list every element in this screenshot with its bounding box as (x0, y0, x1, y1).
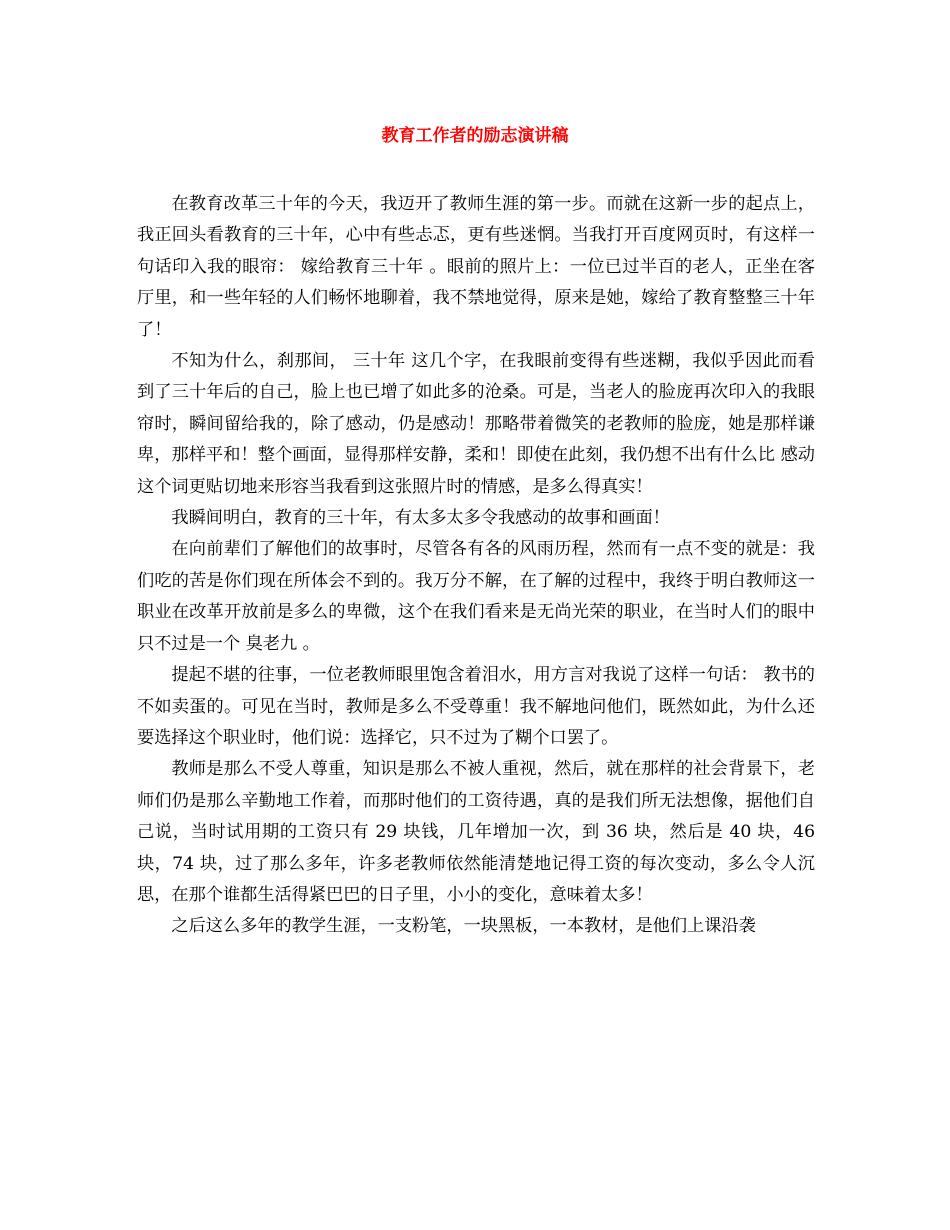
document-title: 教育工作者的励志演讲稿 (381, 126, 569, 146)
paragraph: 提起不堪的往事，一位老教师眼里饱含着泪水，用方言对我说了这样一句话： 教书的不如卖蛋的。可见在当时，教师是多么不受尊重！我不解地问他们，既然如此，为什么还要选择这个职业时，他们说：选择它，只不过为了糊个口罢了。 (137, 665, 815, 748)
document-body (137, 189, 815, 943)
paragraph: 在教育改革三十年的今天，我迈开了教师生涯的第一步。而就在这新一步的起点上，我正回头看教育的三十年，心中有些忐忑，更有些迷惘。当我打开百度网页时，有这样一句话印入我的眼帘： 嫁给教育三十年 。眼前的照片上：一位已过半百的老人，正坐在客厅里，和一些年轻的人们畅怀地聊着，我不禁地觉得，原来是她，嫁给了教育整整三十年了！ (137, 194, 815, 340)
paragraph: 不知为什么，刹那间， 三十年 这几个字，在我眼前变得有些迷糊，我似乎因此而看到了三十年后的自己，脸上也已增了如此多的沧桑。可是，当老人的脸庞再次印入的我眼帘时，瞬间留给我的，除了感动，仍是感动！那略带着微笑的老教师的脸庞，她是那样谦卑，那样平和！整个画面，显得那样安静，柔和！即使在此刻，我仍想不出有什么比 感动 这个词更贴切地来形容当我看到这张照片时的情感，是多么得真实！ (137, 351, 815, 497)
paragraph: 教师是那么不受人尊重，知识是那么不被人重视，然后，就在那样的社会背景下，老师们仍是那么辛勤地工作着，而那时他们的工资待遇，真的是我们所无法想像，据他们自己说，当时试用期的工资只有 29 块钱，几年增加一次，到 36 块，然后是 40 块，46 块，74 块，过了那么多年，许多老教师依然能清楚地记得工资的每次变动，多么令人沉思，在那个谁都生活得紧巴巴的日子里，小小的变化，意味着太多！ (137, 759, 815, 905)
paragraph: 我瞬间明白，教育的三十年，有太多太多令我感动的故事和画面！ (171, 508, 670, 529)
paragraph: 之后这么多年的教学生涯，一支粉笔，一块黑板，一本教材，是他们上课沿袭 (171, 916, 756, 937)
paragraph: 在向前辈们了解他们的故事时，尽管各有各的风雨历程，然而有一点不变的就是：我们吃的苦是你们现在所体会不到的。我万分不解，在了解的过程中，我终于明白教师这一职业在改革开放前是多么的卑微，这个在我们看来是无尚光荣的职业，在当时人们的眼中只不过是一个 臭老九 。 (137, 539, 815, 654)
